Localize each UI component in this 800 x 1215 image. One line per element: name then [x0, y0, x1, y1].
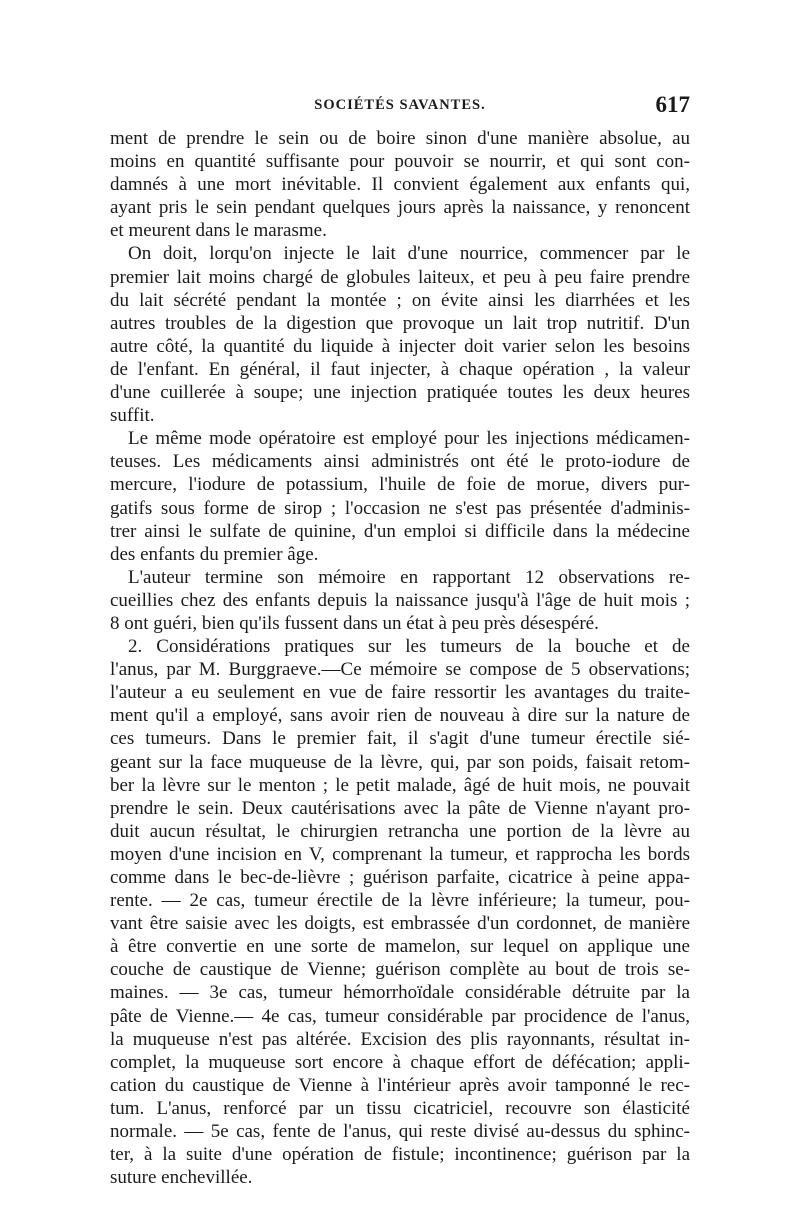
- running-head: SOCIÉTÉS SAVANTES.: [314, 97, 486, 113]
- text-line: ces tumeurs. Dans le premier fait, il s'agit d'une tumeur érectile sié-: [110, 728, 690, 750]
- text-line: des enfants du premier âge.: [110, 543, 319, 565]
- text-line: du lait sécrété pendant la montée ; on évite ainsi les diarrhées et les: [110, 289, 690, 311]
- text-line: et meurent dans le marasme.: [110, 220, 327, 242]
- text-line: comme dans le bec-de-lièvre ; guérison parfaite, cicatrice à peine appa-: [110, 867, 690, 888]
- text-line: complet, la muqueuse sort encore à chaque effort de défécation; appli-: [110, 1051, 690, 1073]
- text-line: geant sur la face muqueuse de la lèvre, qui, par son poids, faisait retom-: [110, 751, 690, 773]
- text-line: normale. — 5e cas, fente de l'anus, qui reste divisé au-dessus du sphinc-: [110, 1121, 690, 1143]
- text-line: ayant pris le sein pendant quelques jours après la naissance, y renoncent: [110, 197, 690, 219]
- text-line: duit aucun résultat, le chirurgien retrancha une portion de la lèvre au: [110, 820, 690, 842]
- text-line: autre côté, la quantité du liquide à injecter doit varier selon les besoins: [110, 335, 690, 357]
- text-line: ter, à la suite d'une opération de fistule; incontinence; guérison par la: [110, 1144, 690, 1166]
- text-line: mercure, l'iodure de potassium, l'huile de foie de morue, divers pur-: [110, 474, 690, 496]
- text-line: moyen d'une incision en V, comprenant la tumeur, et rapprocha les bords: [110, 843, 690, 865]
- text-line: moins en quantité suffisante pour pouvoir se nourrir, et qui sont con-: [110, 151, 690, 173]
- text-line: suture enchevillée.: [110, 1167, 253, 1189]
- text-line: à être convertie en une sorte de mamelon, sur lequel on applique une: [110, 936, 690, 958]
- text-line: L'auteur termine son mémoire en rapportant 12 observations re-: [128, 566, 690, 588]
- text-line: vant être saisie avec les doigts, est embrassée d'un cordonnet, de manière: [110, 913, 690, 935]
- text-line: ber la lèvre sur le menton ; le petit malade, âgé de huit mois, ne pouvait: [110, 774, 690, 796]
- text-line: cueillies chez des enfants depuis la naissance jusqu'à l'âge de huit mois ;: [110, 589, 690, 611]
- text-line: Le même mode opératoire est employé pour les injections médicamen-: [128, 428, 690, 450]
- text-line: rente. — 2e cas, tumeur érectile de la lèvre inférieure; la tumeur, pou-: [110, 890, 690, 912]
- body-text: [110, 127, 690, 1189]
- text-line: maines. — 3e cas, tumeur hémorrhoïdale considérable détruite par la: [110, 982, 690, 1004]
- text-line: ment de prendre le sein ou de boire sinon d'une manière absolue, au: [110, 128, 690, 149]
- text-line: tum. L'anus, renforcé par un tissu cicatriciel, recouvre son élasticité: [110, 1097, 690, 1119]
- text-line: cation du caustique de Vienne à l'intérieur après avoir tamponné le rec-: [110, 1074, 690, 1096]
- text-line: pâte de Vienne.— 4e cas, tumeur considérable par procidence de l'anus,: [110, 1005, 690, 1027]
- page-number: 617: [655, 92, 690, 117]
- text-line: ment qu'il a employé, sans avoir rien de nouveau à dire sur la nature de: [110, 705, 690, 727]
- text-line: d'une cuillerée à soupe; une injection pratiquée toutes les deux heures: [110, 382, 690, 404]
- text-line: prendre le sein. Deux cautérisations avec la pâte de Vienne n'ayant pro-: [110, 797, 690, 819]
- text-line: de l'enfant. En général, il faut injecter, à chaque opération , la valeur: [110, 358, 690, 380]
- text-line: l'auteur a eu seulement en vue de faire ressortir les avantages du traite-: [110, 682, 690, 704]
- text-line: couche de caustique de Vienne; guérison complète au bout de trois se-: [110, 959, 690, 981]
- text-line: trer ainsi le sulfate de quinine, d'un emploi si difficile dans la médecine: [110, 520, 690, 542]
- text-line: On doit, lorqu'on injecte le lait d'une nourrice, commencer par le: [128, 243, 690, 265]
- text-line: la muqueuse n'est pas altérée. Excision des plis rayonnants, résultat in-: [110, 1028, 690, 1050]
- text-line: autres troubles de la digestion que provoque un lait trop nutritif. D'un: [110, 312, 690, 334]
- text-line: suffit.: [110, 405, 155, 427]
- page-header: [110, 92, 690, 123]
- text-line: l'anus, par M. Burggraeve.—Ce mémoire se compose de 5 observations;: [110, 659, 690, 681]
- text-line: 8 ont guéri, bien qu'ils fussent dans un état à peu près désespéré.: [110, 612, 599, 634]
- text-line: teuses. Les médicaments ainsi administrés ont été le proto-iodure de: [110, 451, 690, 473]
- text-line: gatifs sous forme de sirop ; l'occasion ne s'est pas présentée d'adminis-: [110, 497, 690, 519]
- text-line: 2. Considérations pratiques sur les tumeurs de la bouche et de: [128, 636, 690, 658]
- text-line: damnés à une mort inévitable. Il convient également aux enfants qui,: [110, 174, 690, 196]
- text-line: premier lait moins chargé de globules laiteux, et peu à peu faire prendre: [110, 266, 690, 288]
